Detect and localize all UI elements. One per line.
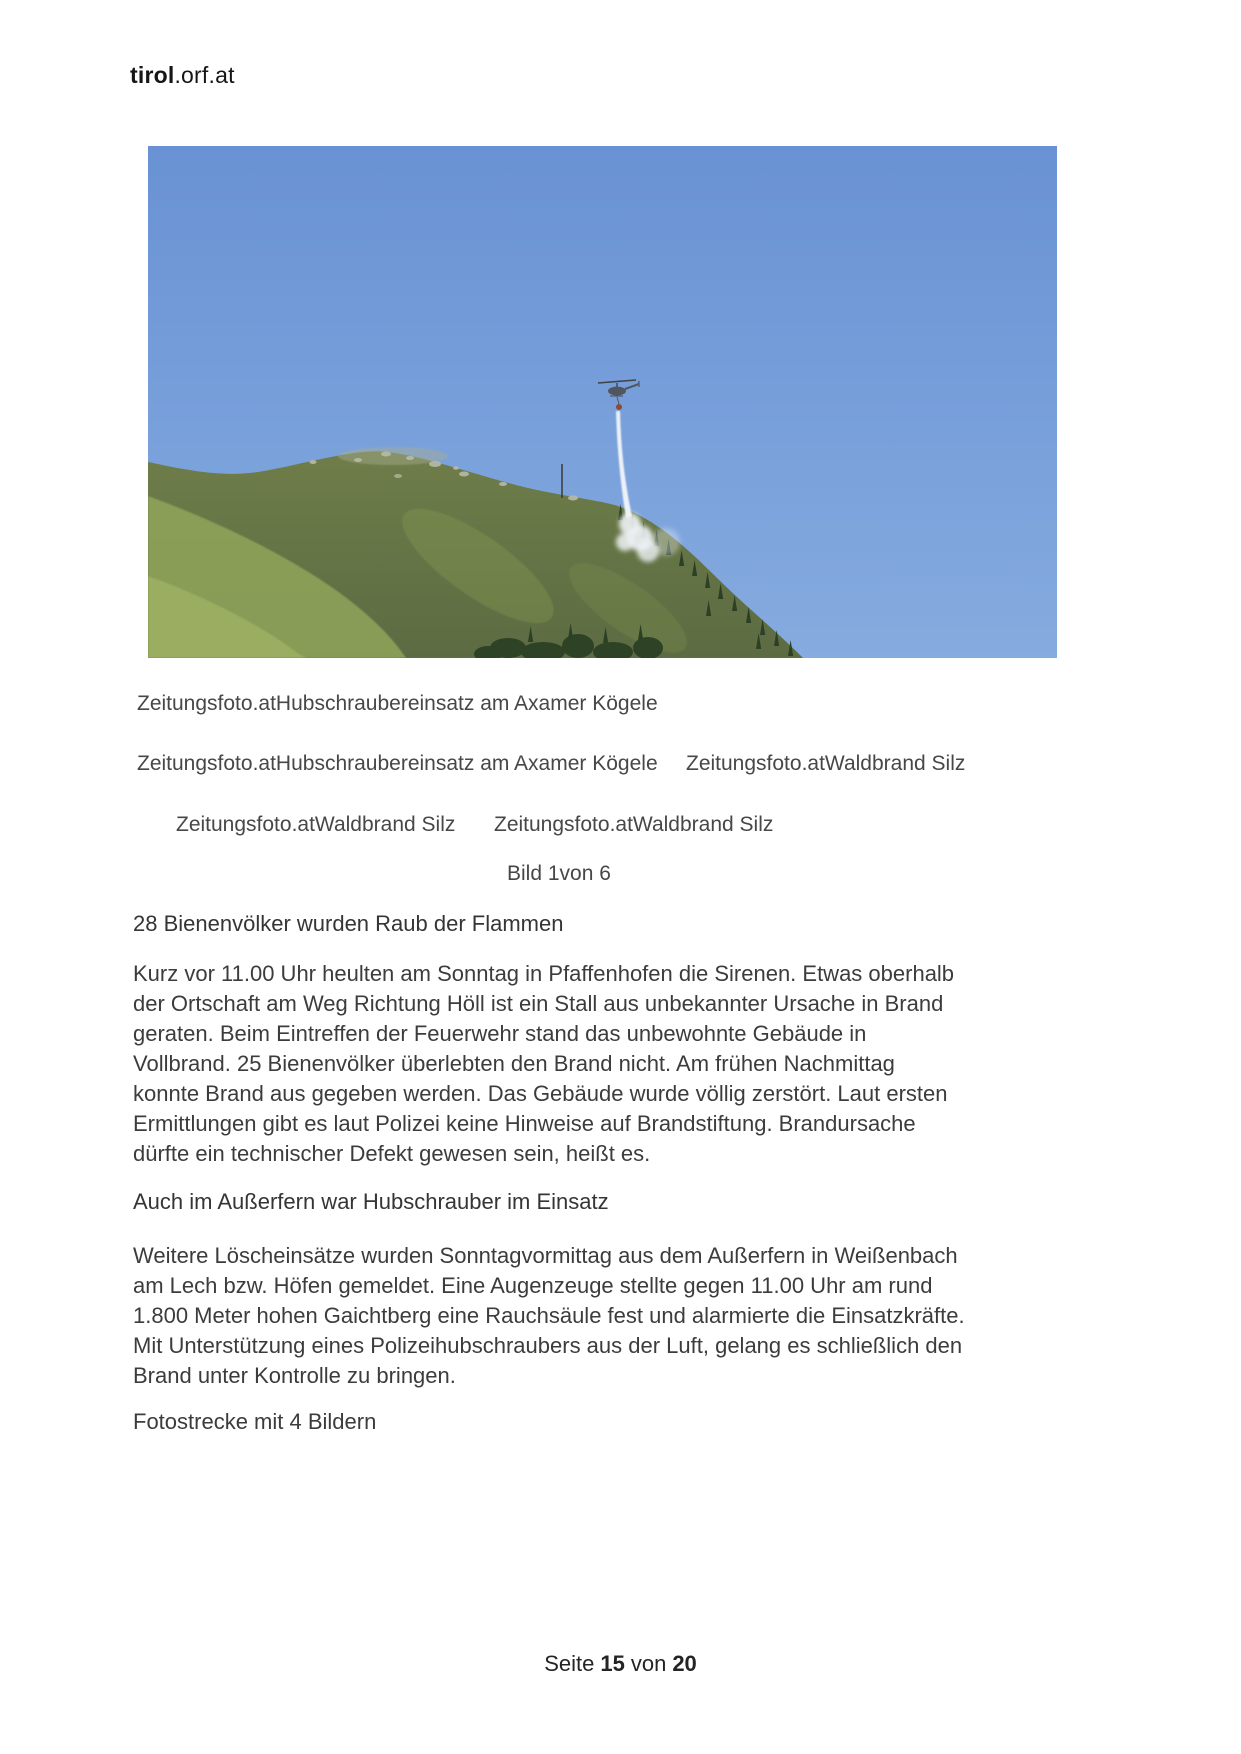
photo-caption: Zeitungsfoto.atHubschraubereinsatz am Axamer Kögele	[137, 692, 658, 715]
paragraph-line: Mit Unterstützung eines Polizeihubschraubers aus der Luft, gelang es schließlich den	[133, 1333, 963, 1358]
paragraph-line: Brand unter Kontrolle zu bringen.	[133, 1363, 456, 1388]
article-paragraph-2	[133, 1241, 965, 1391]
site-header	[130, 62, 235, 89]
photo-illustration	[148, 146, 1057, 658]
photo-caption: Zeitungsfoto.atWaldbrand Silz	[494, 813, 774, 836]
paragraph-line: geraten. Beim Eintreffen der Feuerwehr stand das unbewohnte Gebäude in	[133, 1021, 867, 1046]
water-bucket	[616, 404, 622, 410]
gallery-note: Fotostrecke mit 4 Bildern	[133, 1409, 377, 1434]
photo-caption: Zeitungsfoto.atWaldbrand Silz	[686, 752, 966, 775]
article-heading: 28 Bienenvölker wurden Raub der Flammen	[133, 911, 564, 936]
paragraph-line: dürfte ein technischer Defekt gewesen sein, heißt es.	[133, 1141, 651, 1166]
photo-caption: Zeitungsfoto.atHubschraubereinsatz am Axamer Kögele	[137, 752, 658, 775]
footer-connector: von	[630, 1651, 667, 1676]
paragraph-line: Vollbrand. 25 Bienenvölker überlebten den Brand nicht. Am frühen Nachmittag	[133, 1051, 895, 1076]
paragraph-line: konnte Brand aus gegeben werden. Das Gebäude wurde völlig zerstört. Laut ersten	[133, 1081, 948, 1106]
article-paragraph-1	[133, 959, 954, 1169]
paragraph-line: Ermittlungen gibt es laut Polizei keine Hinweise auf Brandstiftung. Brandursache	[133, 1111, 916, 1136]
site-brand-bold: tirol	[130, 62, 175, 88]
footer-prefix: Seite	[544, 1651, 595, 1676]
site-brand-rest: .orf.at	[174, 62, 235, 88]
footer-page-number: 15	[600, 1651, 625, 1676]
article-photo	[148, 146, 1057, 658]
paragraph-line: am Lech bzw. Höfen gemeldet. Eine Augenzeuge stellte gegen 11.00 Uhr am rund	[133, 1273, 933, 1298]
paragraph-line: der Ortschaft am Weg Richtung Höll ist ein Stall aus unbekannter Ursache in Brand	[133, 991, 944, 1016]
image-counter: Bild 1von 6	[507, 862, 611, 885]
footer-page-total: 20	[672, 1651, 697, 1676]
photo-caption: Zeitungsfoto.atWaldbrand Silz	[176, 813, 456, 836]
paragraph-line: 1.800 Meter hohen Gaichtberg eine Rauchsäule fest und alarmierte die Einsatzkräfte.	[133, 1303, 965, 1328]
paragraph-line: Kurz vor 11.00 Uhr heulten am Sonntag in Pfaffenhofen die Sirenen. Etwas oberhalb	[133, 961, 955, 986]
article-subheading: Auch im Außerfern war Hubschrauber im Einsatz	[133, 1189, 609, 1214]
paragraph-line: Weitere Löscheinsätze wurden Sonntagvormittag aus dem Außerfern in Weißenbach	[133, 1243, 958, 1268]
page-footer	[0, 1651, 1241, 1677]
